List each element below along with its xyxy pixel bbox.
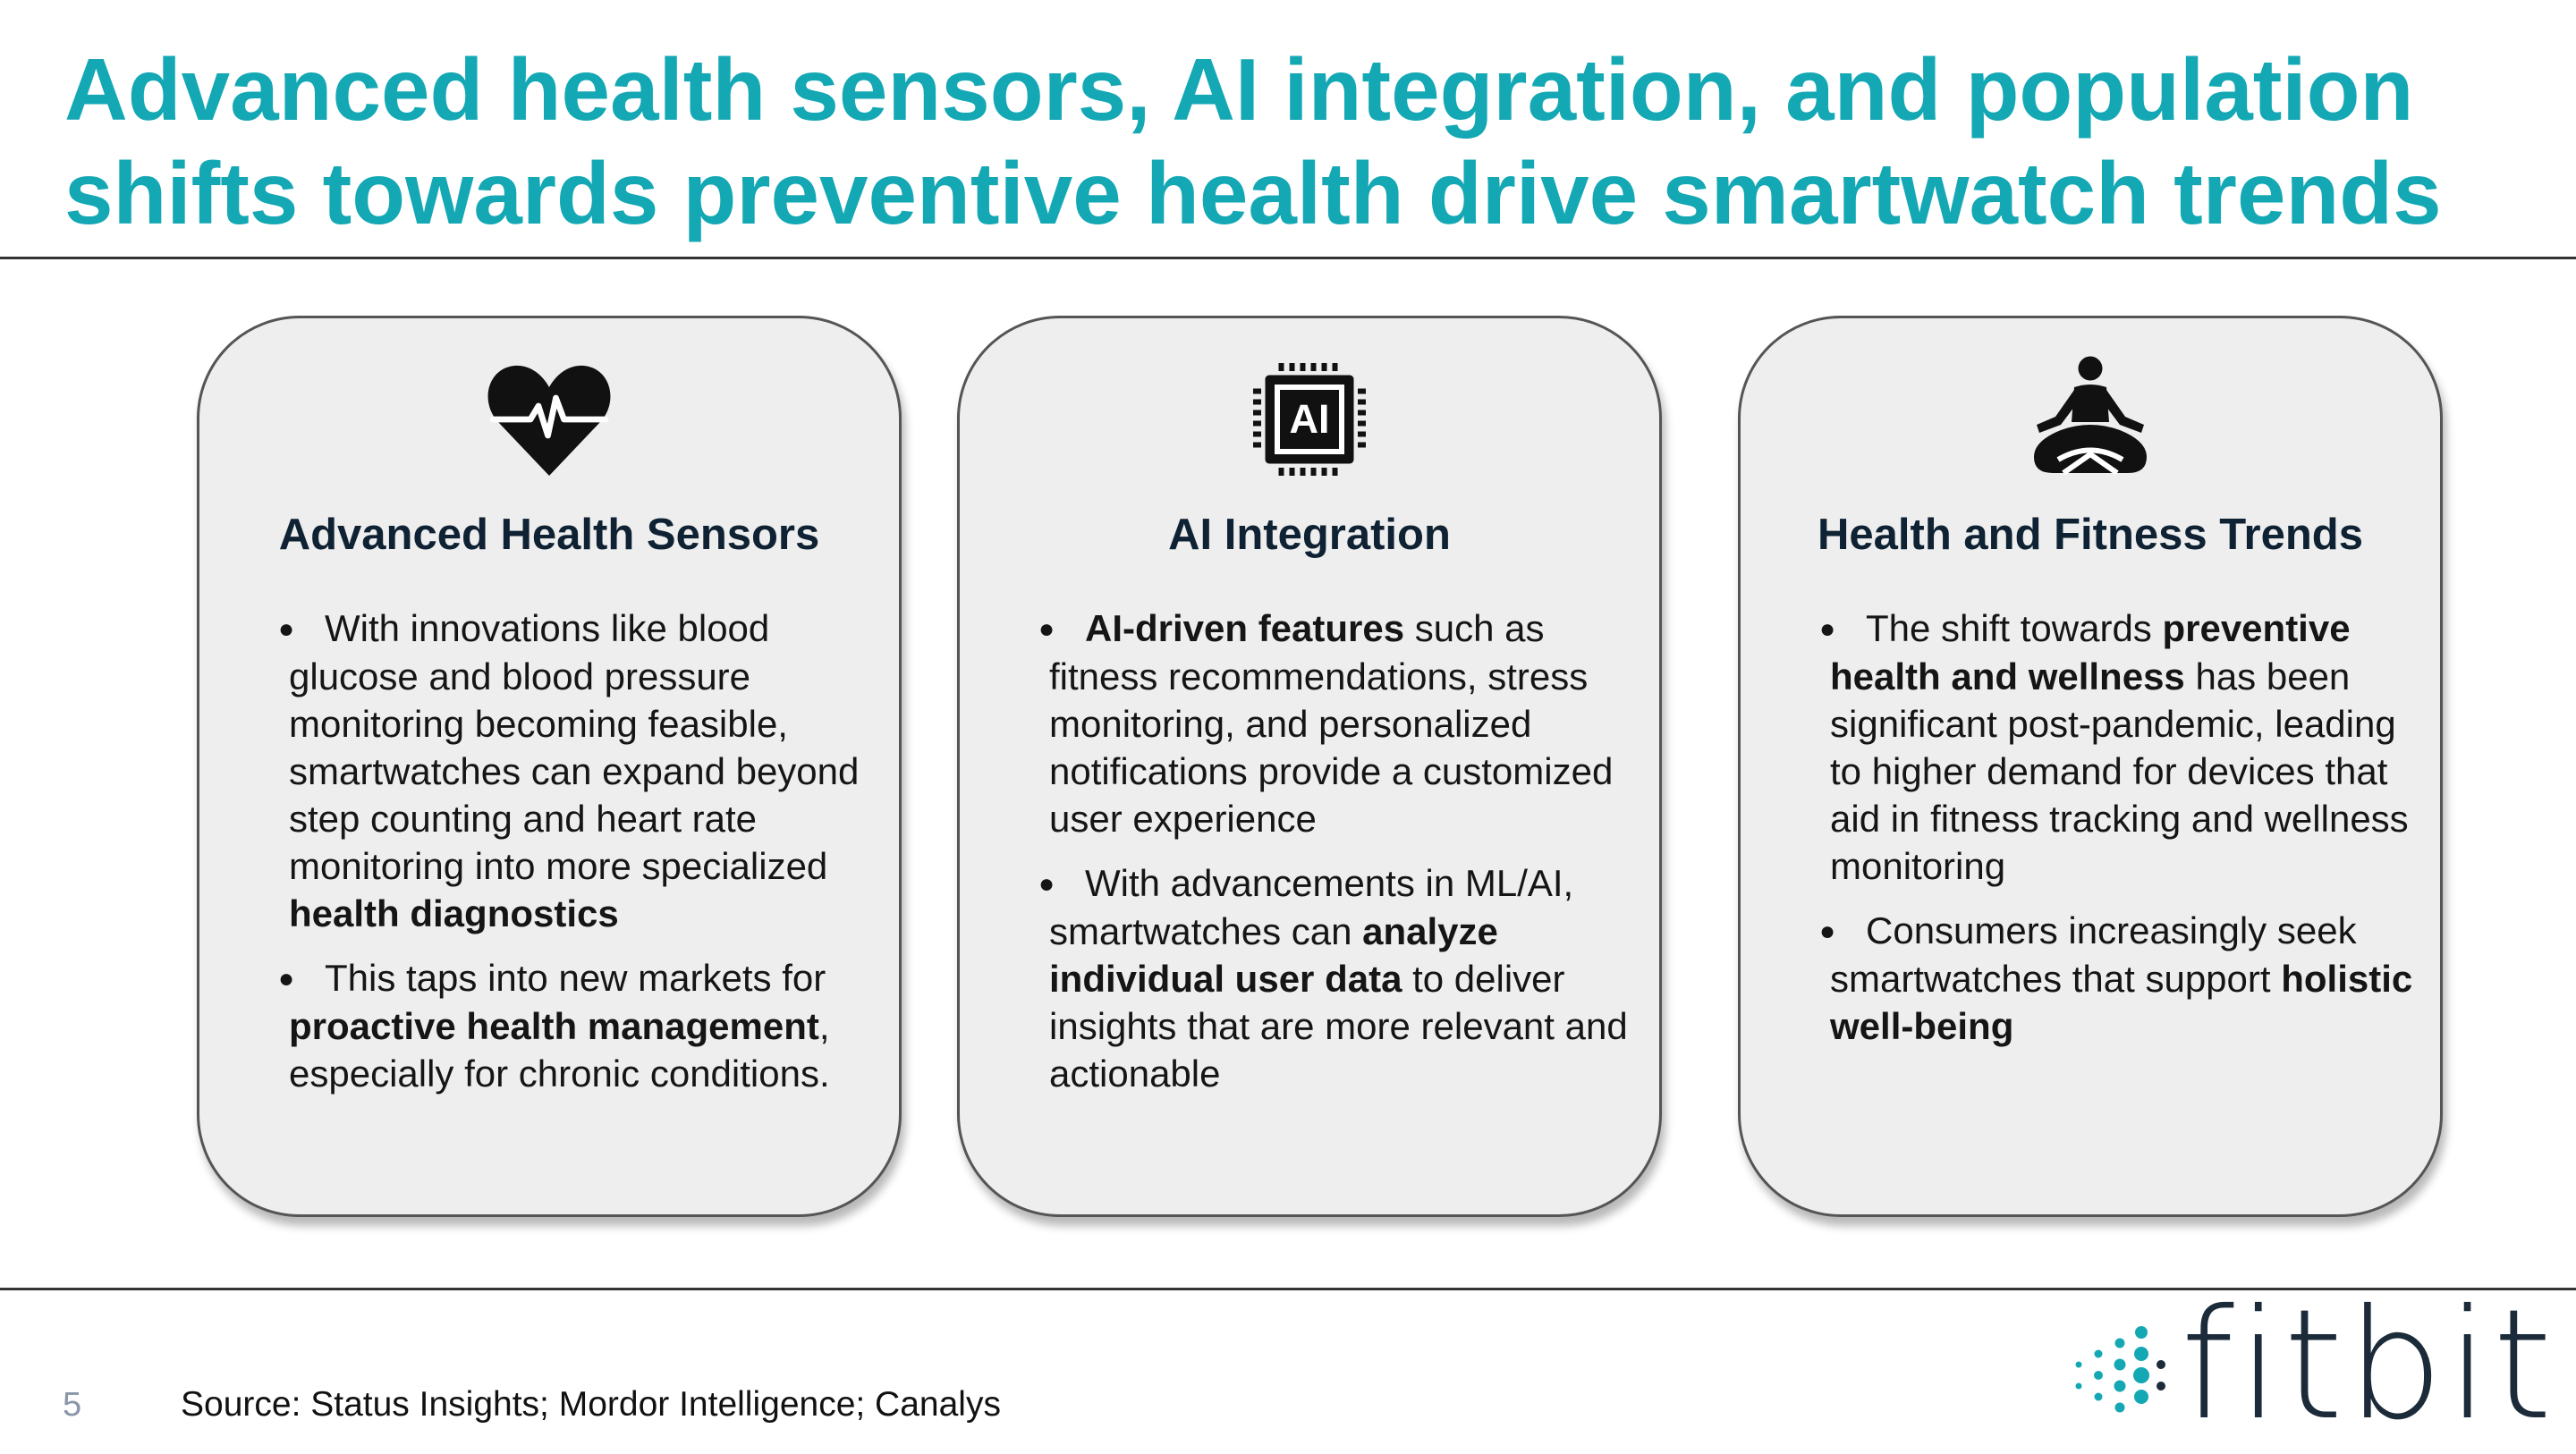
bullet-list [289, 604, 879, 1114]
slide-title: Advanced health sensors, AI integration, and population shifts towards preventive health drive smartwatch trends [64, 40, 2442, 242]
source-note: Source: Status Insights; Mordor Intelligence; Canalys [181, 1385, 1001, 1424]
fitbit-logo [2057, 1277, 2556, 1454]
bullet-emphasis: proactive health management [289, 1005, 819, 1047]
bullet-emphasis: analyze individual user data [1049, 910, 1498, 1000]
svg-text:AI: AI [1289, 396, 1330, 442]
card-health-and-fitness-trends [1738, 316, 2443, 1217]
card-advanced-health-sensors [197, 316, 902, 1217]
meditation-icon [2023, 352, 2157, 486]
card-title: Health and Fitness Trends [1818, 511, 2363, 559]
bullet-item [289, 954, 879, 1097]
bullet-text: has been significant post-pandemic, leading to higher demand for devices that aid in fitness tracking and wellness monitoring [1830, 655, 2409, 887]
bullet-text: The shift towards [1866, 607, 2163, 649]
title-divider [0, 257, 2576, 259]
bullet-list [1830, 604, 2420, 1067]
ai-chip-icon [1242, 352, 1377, 486]
bullet-text: to deliver insights that are more relevant and actionable [1049, 958, 1628, 1095]
card-title: Advanced Health Sensors [278, 511, 820, 559]
bullet-text: With advancements in ML/AI, smartwatches can [1049, 862, 1574, 952]
bullet-emphasis: AI-driven features [1085, 607, 1405, 649]
bullet-text: Consumers increasingly seek smartwatches that support [1830, 909, 2357, 1000]
page-number: 5 [63, 1386, 82, 1424]
bullet-text: This taps into new markets for [325, 957, 826, 999]
bullet-list [1049, 604, 1640, 1114]
bullet-text: , especially for chronic conditions. [289, 1005, 830, 1095]
bullet-text: With innovations like blood glucose and blood pressure monitoring becoming feasible, smartwatches can expand beyond step counting and heart rate monitoring into more specialized [289, 607, 860, 887]
bullet-text: such as fitness recommendations, stress monitoring, and personalized notifications provide a customized user experience [1049, 607, 1614, 840]
heart-pulse-icon [482, 352, 616, 486]
bullet-emphasis: holistic well-being [1830, 958, 2413, 1047]
fitbit-wordmark: fitbit [2181, 1277, 2556, 1454]
bullet-item [1049, 859, 1640, 1097]
card-title: AI Integration [1168, 511, 1451, 559]
bullet-emphasis: health diagnostics [289, 892, 619, 934]
bullet-emphasis: preventive health and wellness [1830, 607, 2351, 697]
fitbit-dots-icon [2068, 1320, 2166, 1418]
card-ai-integration [957, 316, 1662, 1217]
bullet-item [1049, 604, 1640, 842]
bullet-item [1830, 907, 2420, 1050]
bullet-item [1830, 604, 2420, 890]
bullet-item [289, 604, 879, 937]
